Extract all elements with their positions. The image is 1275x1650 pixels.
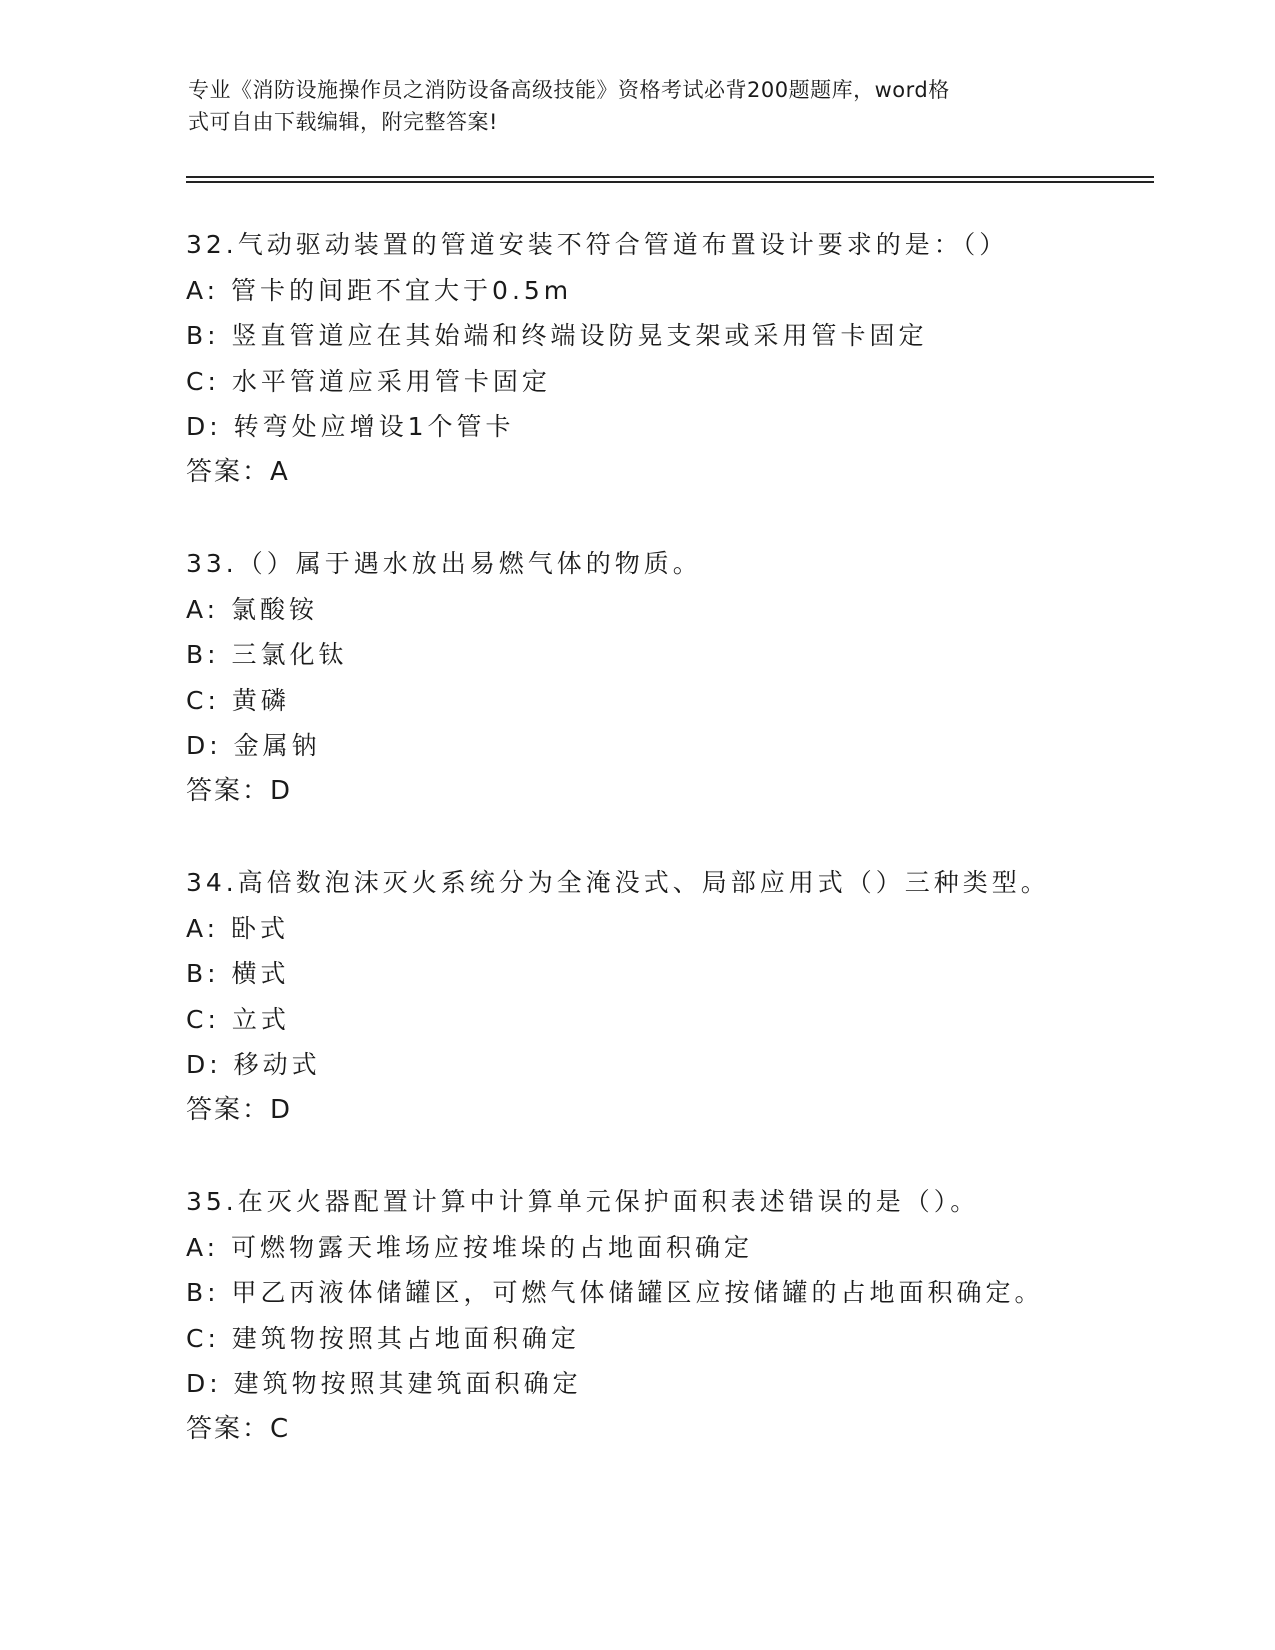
question-stem: 35.在灭火器配置计算中计算单元保护面积表述错误的是（）。 [186,1187,980,1216]
question-block-34 [186,860,1186,1133]
option-c: C: 立式 [186,1004,290,1034]
option-b: B: 竖直管道应在其始端和终端设防晃支架或采用管卡固定 [186,321,928,350]
question-stem: 33.（）属于遇水放出易燃气体的物质。 [186,549,702,578]
question-block-32 [186,222,1186,495]
option-d: D: 移动式 [186,1050,321,1079]
header-divider-bottom [186,181,1154,183]
option-c: C: 水平管道应采用管卡固定 [186,366,551,396]
question-stem: 34.高倍数泡沫灭火系统分为全淹没式、局部应用式（）三种类型。 [186,868,1050,897]
answer-line: 答案：D [186,775,293,806]
option-d: D: 转弯处应增设1个管卡 [186,412,515,441]
answer-line: 答案：C [186,1413,291,1444]
question-block-33 [186,541,1186,814]
option-b: B: 甲乙丙液体储罐区，可燃气体储罐区应按储罐的占地面积确定。 [186,1278,1044,1307]
option-d: D: 金属钠 [186,731,321,760]
document-header [188,74,1068,138]
option-a: A: 氯酸铵 [186,594,319,624]
option-a: A: 管卡的间距不宜大于0.5m [186,275,573,305]
answer-line: 答案：D [186,1094,293,1125]
answer-line: 答案：A [186,456,290,487]
option-a: A: 可燃物露天堆场应按堆垛的占地面积确定 [186,1232,754,1262]
header-divider-top [186,176,1154,178]
option-c: C: 黄磷 [186,685,290,715]
option-b: B: 三氯化钛 [186,640,348,669]
question-block-35 [186,1179,1186,1452]
option-c: C: 建筑物按照其占地面积确定 [186,1323,580,1353]
option-a: A: 卧式 [186,913,290,943]
option-d: D: 建筑物按照其建筑面积确定 [186,1369,582,1398]
header-line-2: 式可自由下载编辑，附完整答案! [188,110,498,134]
question-stem: 32.气动驱动装置的管道安装不符合管道布置设计要求的是：（） [186,230,1009,259]
header-line-1: 专业《消防设施操作员之消防设备高级技能》资格考试必背200题题库，word格 [188,78,950,102]
option-b: B: 横式 [186,959,290,988]
